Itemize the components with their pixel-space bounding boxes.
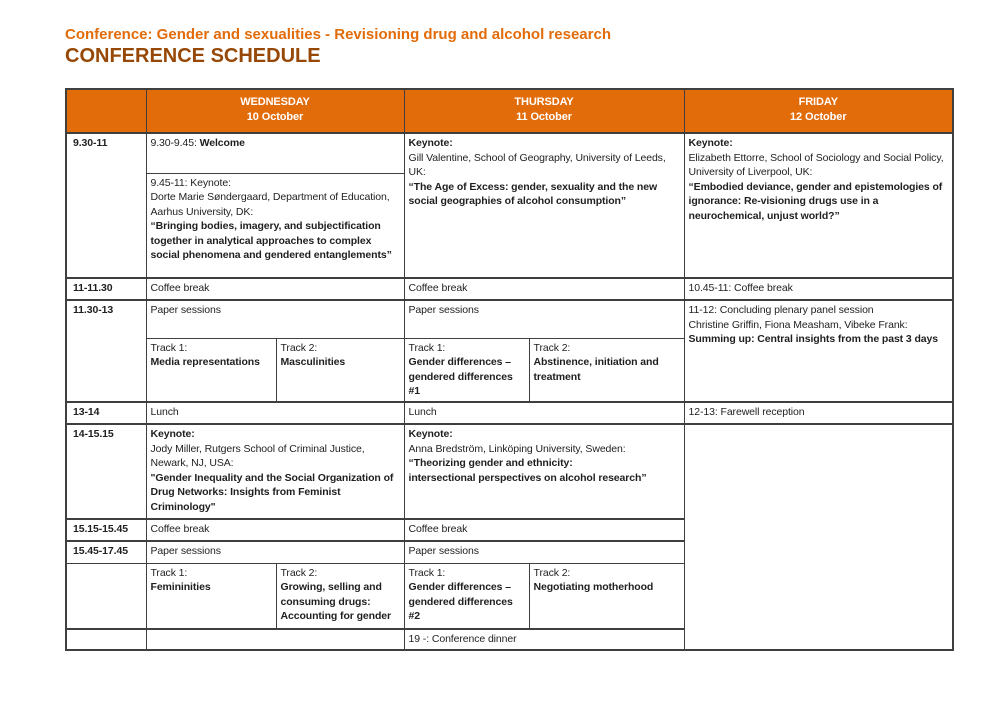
keynote-quote: “Bringing bodies, imagery, and subjectification together in analytical approaches to complex social phenomena and gendered entanglements”	[150, 220, 392, 261]
fri-plenary-cell	[684, 300, 953, 402]
track-label: Track 2:	[533, 341, 571, 354]
track-title: Gender differences – gendered differences #1	[408, 356, 513, 397]
keynote-quote: "Gender Inequality and the Social Organization of Drug Networks: Insights from Feminist Criminology"	[150, 471, 394, 513]
keynote-quote: “The Age of Excess: gender, sexuality and the new social geographies of alcohol consumption”	[408, 180, 658, 207]
thu-paper-sessions2-cell: Paper sessions	[404, 541, 684, 563]
wed-track1-cell	[146, 338, 276, 402]
wed-coffee2-cell: Coffee break	[146, 519, 404, 541]
header-wednesday	[146, 89, 404, 133]
time-cell: 15.15-15.45	[66, 519, 146, 541]
track-title: Gender differences – gendered differences #2	[408, 581, 513, 622]
corner-cell	[66, 89, 146, 133]
time-cell: 13-14	[66, 402, 146, 424]
track-title: Growing, selling and consuming drugs: Accounting for gender	[280, 581, 391, 622]
keynote-speaker: Elizabeth Ettorre, School of Sociology and Social Policy, University of Liverpool, UK:	[688, 151, 944, 178]
day-name: THURSDAY	[514, 96, 574, 108]
keynote-speaker: Jody Miller, Rutgers School of Criminal Justice, Newark, NJ, USA:	[150, 442, 365, 469]
fri-farewell-cell: 12-13: Farewell reception	[684, 402, 953, 424]
time-cell-empty	[66, 629, 146, 650]
welcome-title: Welcome	[199, 137, 245, 149]
wed-keynote-afternoon-cell	[146, 424, 404, 519]
time-cell: 11-11.30	[66, 278, 146, 300]
plenary-topic: Summing up: Central insights from the past 3 days	[688, 333, 938, 345]
time-cell: 11.30-13	[66, 300, 146, 402]
fri-keynote-cell	[684, 133, 953, 278]
day-name: WEDNESDAY	[240, 96, 310, 108]
thu-dinner-cell: 19 -: Conference dinner	[404, 629, 684, 650]
day-date: 11 October	[516, 110, 572, 123]
row-930-11-a	[66, 133, 953, 173]
day-date: 12 October	[790, 110, 847, 123]
plenary-title: 11-12: Concluding plenary panel session	[688, 304, 874, 316]
row-11-1130	[66, 278, 953, 300]
keynote-speaker: Gill Valentine, School of Geography, University of Leeds, UK:	[408, 151, 666, 178]
schedule-table	[65, 88, 954, 651]
header-row	[66, 89, 953, 133]
header-thursday	[404, 89, 684, 133]
track-title: Negotiating motherhood	[533, 581, 654, 593]
welcome-time: 9.30-9.45:	[150, 137, 200, 149]
keynote-speaker: Dorte Marie Søndergaard, Department of Education, Aarhus University, DK:	[150, 191, 390, 218]
thu-keynote-afternoon-cell	[404, 424, 684, 519]
conference-title: Conference: Gender and sexualities - Revisioning drug and alcohol research	[65, 26, 611, 43]
keynote-quote-line1: “Theorizing gender and ethnicity:	[408, 457, 573, 469]
wed-coffee-cell: Coffee break	[146, 278, 404, 300]
thu-coffee2-cell: Coffee break	[404, 519, 684, 541]
track-title: Media representations	[150, 356, 260, 368]
fri-empty-cell	[684, 424, 953, 650]
thu-keynote-morning-cell	[404, 133, 684, 278]
track-title: Abstinence, initiation and treatment	[533, 356, 659, 383]
track-title: Femininities	[150, 581, 211, 593]
day-date: 10 October	[246, 110, 304, 123]
keynote-label: Keynote:	[408, 137, 453, 149]
row-14-1515	[66, 424, 953, 519]
wed-keynote-morning-cell	[146, 173, 404, 278]
time-cell: 14-15.15	[66, 424, 146, 519]
time-cell: 15.45-17.45	[66, 541, 146, 563]
time-cell: 9.30-11	[66, 133, 146, 278]
plenary-panelists: Christine Griffin, Fiona Measham, Vibeke Frank:	[688, 318, 908, 331]
track-label: Track 2:	[280, 341, 318, 354]
thu-paper-sessions-cell: Paper sessions	[404, 300, 684, 338]
keynote-intro: 9.45-11: Keynote:	[150, 176, 231, 189]
row-13-14	[66, 402, 953, 424]
wed-welcome-cell	[146, 133, 404, 173]
wed-paper-sessions2-cell: Paper sessions	[146, 541, 404, 563]
time-cell-empty	[66, 563, 146, 629]
track-label: Track 2:	[280, 566, 318, 579]
thu-track1-cell	[404, 563, 529, 629]
track-label: Track 2:	[533, 566, 571, 579]
day-name: FRIDAY	[798, 96, 838, 108]
thu-track1-cell	[404, 338, 529, 402]
track-label: Track 1:	[150, 566, 188, 579]
wed-paper-sessions-cell: Paper sessions	[146, 300, 404, 338]
thu-track2-cell	[529, 338, 684, 402]
header-friday	[684, 89, 953, 133]
wed-track1-cell	[146, 563, 276, 629]
keynote-label: Keynote:	[408, 428, 453, 440]
wed-track2-cell	[276, 563, 404, 629]
track-label: Track 1:	[408, 566, 446, 579]
thu-lunch-cell: Lunch	[404, 402, 684, 424]
track-label: Track 1:	[408, 341, 446, 354]
keynote-speaker: Anna Bredström, Linköping University, Sweden:	[408, 442, 626, 455]
keynote-quote-line2: intersectional perspectives on alcohol research”	[408, 471, 647, 484]
wed-track2-cell	[276, 338, 404, 402]
fri-coffee-cell: 10.45-11: Coffee break	[684, 278, 953, 300]
wed-lunch-cell: Lunch	[146, 402, 404, 424]
keynote-quote: “Embodied deviance, gender and epistemologies of ignorance: Re-visioning drugs use in a neurochemical, unjust world?”	[688, 180, 943, 222]
thu-track2-cell	[529, 563, 684, 629]
track-title: Masculinities	[280, 356, 346, 368]
track-label: Track 1:	[150, 341, 188, 354]
keynote-label: Keynote:	[688, 137, 733, 149]
page-title: CONFERENCE SCHEDULE	[65, 45, 321, 67]
row-1130-13-a	[66, 300, 953, 338]
keynote-label: Keynote:	[150, 428, 195, 440]
thu-coffee-cell: Coffee break	[404, 278, 684, 300]
wed-empty-cell	[146, 629, 404, 650]
